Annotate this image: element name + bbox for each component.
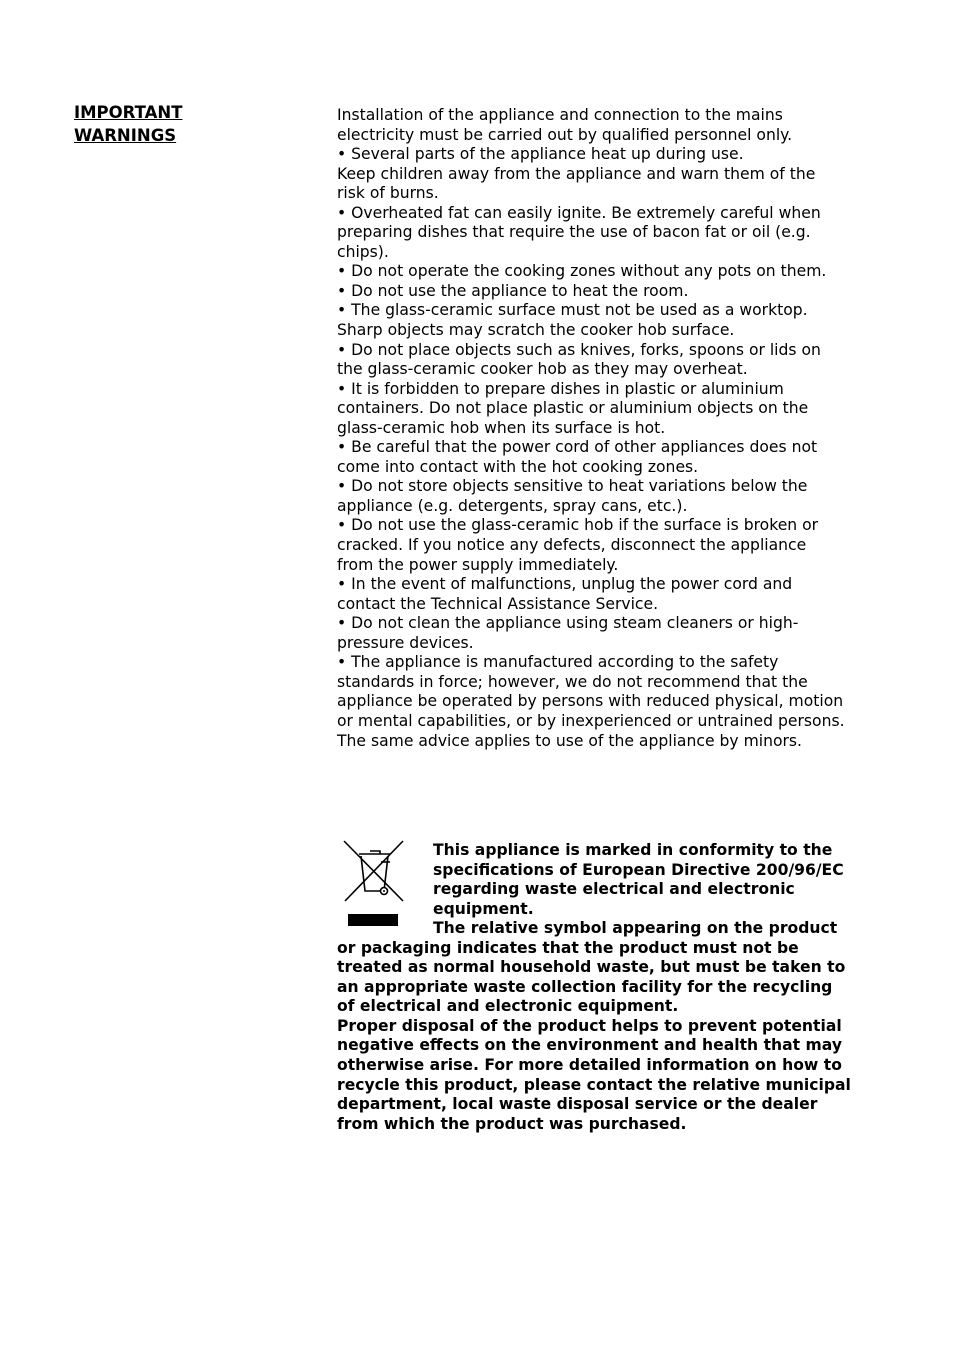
text-line: Installation of the appliance and connection to the mains [337, 106, 783, 124]
text-line: • Do not place objects such as knives, forks, spoons or lids on [337, 340, 821, 359]
text-line: recycle this product, please contact the relative municipal [337, 1075, 851, 1094]
text-line: glass-ceramic hob when its surface is hot. [337, 418, 666, 437]
text-line: otherwise arise. For more detailed information on how to [337, 1056, 842, 1075]
text-line: • In the event of malfunctions, unplug the power cord and [337, 575, 793, 594]
text-line: • Be careful that the power cord of other appliances does not [337, 438, 818, 457]
text-line: risk of burns. [337, 184, 439, 203]
text-line: regarding waste electrical and electronic [433, 880, 795, 899]
text-line: The same advice applies to use of the appliance by minors. [337, 731, 803, 750]
weee-disposal-text [337, 841, 877, 1134]
text-line: Keep children away from the appliance and warn them of the [337, 164, 816, 183]
text-line: department, local waste disposal service or the dealer [337, 1095, 818, 1114]
text-line: Sharp objects may scratch the cooker hob surface. [337, 321, 735, 340]
text-line: equipment. [433, 899, 534, 918]
text-line: standards in force; however, we do not recommend that the [337, 672, 808, 691]
text-line: pressure devices. [337, 633, 474, 652]
text-line: or mental capabilities, or by inexperienced or untrained persons. [337, 711, 845, 730]
text-line: • Do not use the glass-ceramic hob if the surface is broken or [337, 516, 819, 535]
text-line: contact the Technical Assistance Service. [337, 594, 659, 613]
text-line: come into contact with the hot cooking zones. [337, 457, 699, 476]
text-line: the glass-ceramic cooker hob as they may overheat. [337, 360, 748, 379]
text-line: Proper disposal of the product helps to prevent potential [337, 1016, 842, 1035]
text-line: negative effects on the environment and health that may [337, 1036, 842, 1055]
warnings-text [337, 106, 877, 751]
text-line: from which the product was purchased. [337, 1114, 687, 1133]
heading-line-1: IMPORTANT [74, 103, 183, 122]
text-line: of electrical and electronic equipment. [337, 997, 679, 1016]
text-line: electricity must be carried out by qualified personnel only. [337, 125, 793, 144]
text-line: The relative symbol appearing on the product [433, 919, 838, 938]
text-line: chips). [337, 242, 389, 261]
text-line: containers. Do not place plastic or aluminium objects on the [337, 399, 809, 418]
text-line: appliance be operated by persons with reduced physical, motion [337, 692, 844, 711]
text-line: treated as normal household waste, but must be taken to [337, 958, 846, 977]
text-line: cracked. If you notice any defects, disconnect the appliance [337, 536, 807, 555]
text-line: from the power supply immediately. [337, 555, 619, 574]
text-line: • Do not store objects sensitive to heat variations below the [337, 477, 808, 496]
section-heading [74, 101, 274, 147]
text-line: • The glass-ceramic surface must not be used as a worktop. [337, 301, 808, 320]
heading-line-2: WARNINGS [74, 126, 177, 145]
text-line: preparing dishes that require the use of bacon fat or oil (e.g. [337, 223, 811, 242]
text-line: • Do not operate the cooking zones without any pots on them. [337, 262, 827, 281]
text-line: • Do not use the appliance to heat the room. [337, 281, 689, 300]
text-line: • Do not clean the appliance using steam cleaners or high- [337, 614, 799, 633]
text-line: specifications of European Directive 200/96/EC [433, 860, 844, 879]
text-line: • The appliance is manufactured according to the safety [337, 653, 779, 672]
text-line: or packaging indicates that the product must not be [337, 938, 799, 957]
text-line: • It is forbidden to prepare dishes in plastic or aluminium [337, 379, 784, 398]
text-line: This appliance is marked in conformity to the [433, 841, 833, 859]
text-line: • Overheated fat can easily ignite. Be extremely careful when [337, 203, 821, 222]
text-line: • Several parts of the appliance heat up during use. [337, 145, 744, 164]
text-line: appliance (e.g. detergents, spray cans, etc.). [337, 496, 688, 515]
text-line: an appropriate waste collection facility for the recycling [337, 977, 833, 996]
